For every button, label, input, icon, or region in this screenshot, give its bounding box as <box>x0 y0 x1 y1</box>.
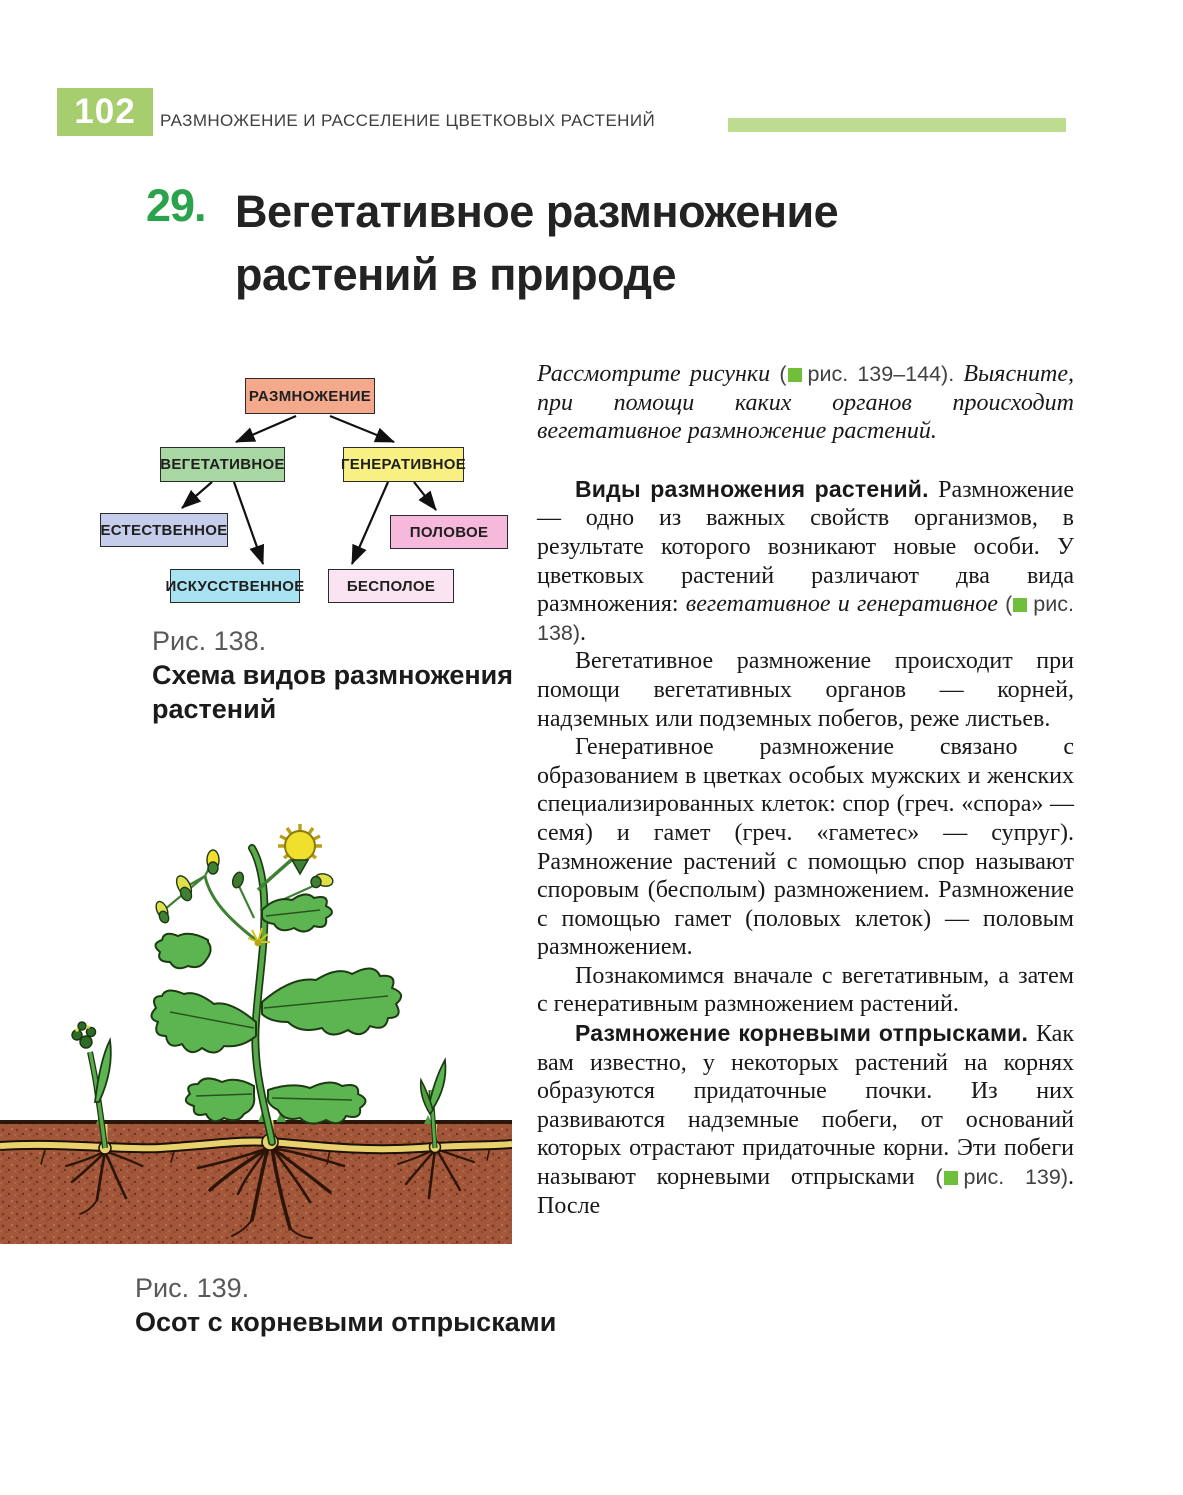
paragraph <box>537 647 1074 733</box>
diagram-node-artificial: ИСКУССТВЕННОЕ <box>170 569 300 603</box>
section-number: 29. <box>146 180 206 231</box>
diagram-node-reproduction: РАЗМНОЖЕНИЕ <box>245 378 375 414</box>
figure-reference: ( <box>779 362 787 386</box>
figure-marker-icon <box>944 1171 958 1185</box>
figure-139-caption <box>135 1272 565 1339</box>
paragraph <box>537 475 1074 648</box>
figure-139-label: Рис. 139. <box>135 1273 250 1303</box>
text-run: Как вам известно, у некоторых растений на корнях образуются придаточные почки. Из них развиваются надземные побеги, от оснований которых отрастают придаточные корни. Эти побеги называют корневыми отпрысками <box>537 1021 1074 1191</box>
text-run: Выясните, при помощи каких органов происходит вегетативное размножение растений. <box>537 361 1074 445</box>
page-number: 102 <box>74 92 136 131</box>
text-run: . После <box>537 1164 1074 1219</box>
text-run: Размножение — одно из важных свойств организмов, в результате которого возникают новые особи. У цветковых растений различают два вида размножения: <box>537 476 1074 618</box>
page-title <box>235 180 1015 306</box>
diagram-node-natural: ЕСТЕСТВЕННОЕ <box>100 513 228 547</box>
reproduction-types-diagram <box>100 376 510 612</box>
paragraph-lead: Размножение корневыми отпрысками. <box>575 1020 1036 1047</box>
paragraph-lead: Виды размножения растений. <box>575 475 939 502</box>
text-run: . <box>580 619 587 646</box>
text-run: Рассмотрите рисунки <box>537 361 780 387</box>
paragraph <box>537 1019 1074 1220</box>
figure-reference: ( <box>935 1165 943 1190</box>
figure-138-caption <box>152 625 532 726</box>
diagram-node-generative: ГЕНЕРАТИВНОЕ <box>343 447 464 482</box>
figure-reference: рис. 138) <box>537 592 1074 645</box>
figure-139-text: Осот с корневыми отпрысками <box>135 1307 557 1337</box>
figure-138-label: Рис. 138. <box>152 626 267 656</box>
paragraph <box>537 962 1074 1019</box>
text-run: вегетативное и генеративное <box>685 591 1006 618</box>
header-accent-bar <box>728 118 1066 132</box>
page-number-badge <box>57 88 153 136</box>
diagram-node-sexual: ПОЛОВОЕ <box>390 515 508 549</box>
page-title-line1: Вегетативное размножение <box>235 186 839 237</box>
paragraph <box>537 360 1074 446</box>
plant-illustration <box>0 790 512 1248</box>
figure-marker-icon <box>1013 598 1027 612</box>
text-run: Познакомимся вначале с вегетативным, а затем с генеративным размножением растений. <box>537 962 1074 1018</box>
page-title-line2: растений в природе <box>235 249 677 300</box>
diagram-node-asexual: БЕСПОЛОЕ <box>328 569 454 603</box>
body-column <box>537 360 1074 1220</box>
paragraph <box>537 733 1074 962</box>
text-run: Генеративное размножение связано с образованием в цветках особых мужских и женских специализированных клеток: спор (греч. «спора» — семя) и гамет (греч. «гаметес» — супруг). Размножение растений с помощью спор называют споровым (бесполым) размножением. Размножение с помощью гамет (половых клеток) — половым размножением. <box>537 734 1074 961</box>
figure-138-text: Схема видов размножения растений <box>152 660 514 724</box>
figure-reference: ( <box>1005 592 1013 617</box>
figure-reference: рис. 139–144). <box>807 362 955 386</box>
diagram-node-vegetative: ВЕГЕТАТИВНОЕ <box>160 447 285 482</box>
text-run: Вегетативное размножение происходит при помощи вегетативных органов — корней, надземных или подземных побегов, реже листьев. <box>537 648 1074 732</box>
figure-reference: рис. 139) <box>963 1165 1068 1190</box>
figure-marker-icon <box>788 368 802 382</box>
running-head: РАЗМНОЖЕНИЕ И РАССЕЛЕНИЕ ЦВЕТКОВЫХ РАСТЕНИЙ <box>160 111 656 130</box>
